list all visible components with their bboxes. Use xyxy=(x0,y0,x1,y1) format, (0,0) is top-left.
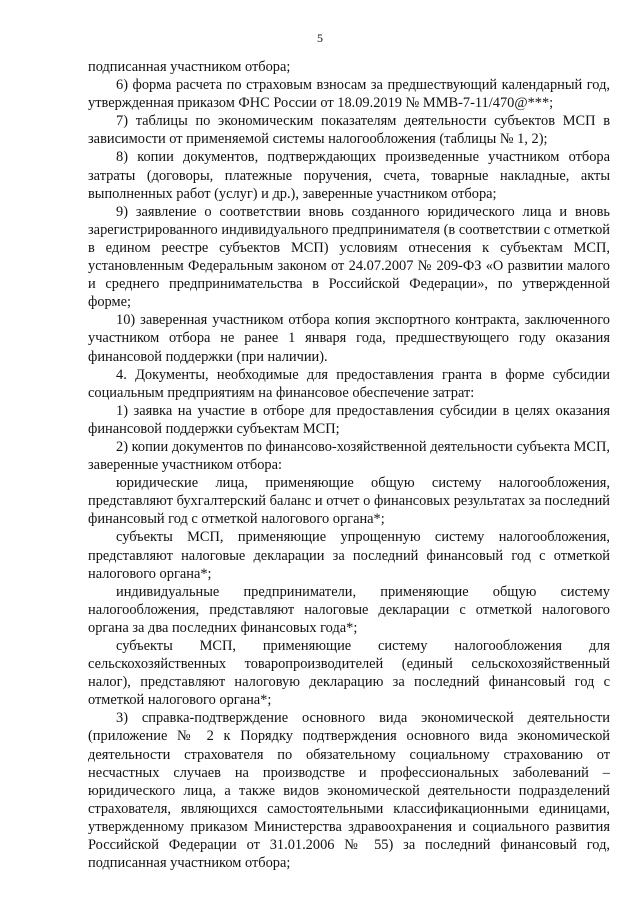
paragraph: подписанная участником отбора; xyxy=(88,59,291,75)
paragraph: 8) копии документов, подтверждающих произведенные участником отбора затраты (договоры, платежные поручения, счета, товарные накладные, акты выполненных работ (услуг) и др.), заверенные участником отбора; xyxy=(88,149,610,202)
paragraph: индивидуальные предприниматели, применяющие общую систему налогообложения, представляют налоговые декларации с отметкой налогового органа за два последних финансовых года*; xyxy=(88,583,610,636)
paragraph: субъекты МСП, применяющие систему налогообложения для сельскохозяйственных товаропроизводителей (единый сельскохозяйственный налог), представляют налоговую декларацию за последний финансовый год с отметкой налогового органа*; xyxy=(88,638,610,709)
paragraph: 7) таблицы по экономическим показателям деятельности субъектов МСП в зависимости от применяемой системы налогообложения (таблицы № 1, 2); xyxy=(88,113,610,148)
section-heading: 4. Документы, необходимые для предоставления гранта в форме субсидии социальным предприятиям на финансовое обеспечение затрат: xyxy=(88,366,610,401)
page-number: 5 xyxy=(317,31,323,45)
paragraph: 10) заверенная участником отбора копия экспортного контракта, заключенного участником отбора не ранее 1 января года, предшествующего году оказания финансовой поддержки (при наличии). xyxy=(88,312,610,365)
paragraph: 3) справка-подтверждение основного вида экономической деятельности (приложение № 2 к Порядку подтверждения основного вида экономической деятельности страхователя по обязательному социальному страхованию от несчастных случаев на производстве и профессиональных заболеваний – юридического лица, а также видов экономической деятельности подразделений страхователя, являющихся самостоятельными классификационными единицами, утвержденному приказом Министерства здравоохранения и социального развития Российской Федерации от 31.01.2006 № 55) за последний финансовый год, подписанная участником отбора; xyxy=(88,710,610,872)
paragraph: 9) заявление о соответствии вновь созданного юридического лица и вновь зарегистрированного индивидуального предпринимателя (в соответствии с отметкой в едином реестре субъектов МСП) условиям отнесения к субъектам МСП, установленным Федеральным законом от 24.07.2007 № 209-ФЗ «О развитии малого и среднего предпринимательства в Российской Федерации», по утвержденной форме; xyxy=(88,203,610,311)
paragraph: юридические лица, применяющие общую систему налогообложения, представляют бухгалтерский баланс и отчет о финансовых результатах за последний финансовый год с отметкой налогового органа*; xyxy=(88,475,610,528)
paragraph: 6) форма расчета по страховым взносам за предшествующий календарный год, утвержденная приказом ФНС России от 18.09.2019 № ММВ-7-11/470@***; xyxy=(88,77,610,112)
paragraph: 1) заявка на участие в отборе для предоставления субсидии в целях оказания финансовой поддержки субъектам МСП; xyxy=(88,402,610,437)
paragraph: субъекты МСП, применяющие упрощенную систему налогообложения, представляют налоговые декларации за последний финансовый год с отметкой налогового органа*; xyxy=(88,529,610,582)
paragraph: 2) копии документов по финансово-хозяйственной деятельности субъекта МСП, заверенные участником отбора: xyxy=(88,438,610,474)
document-body xyxy=(88,58,610,872)
